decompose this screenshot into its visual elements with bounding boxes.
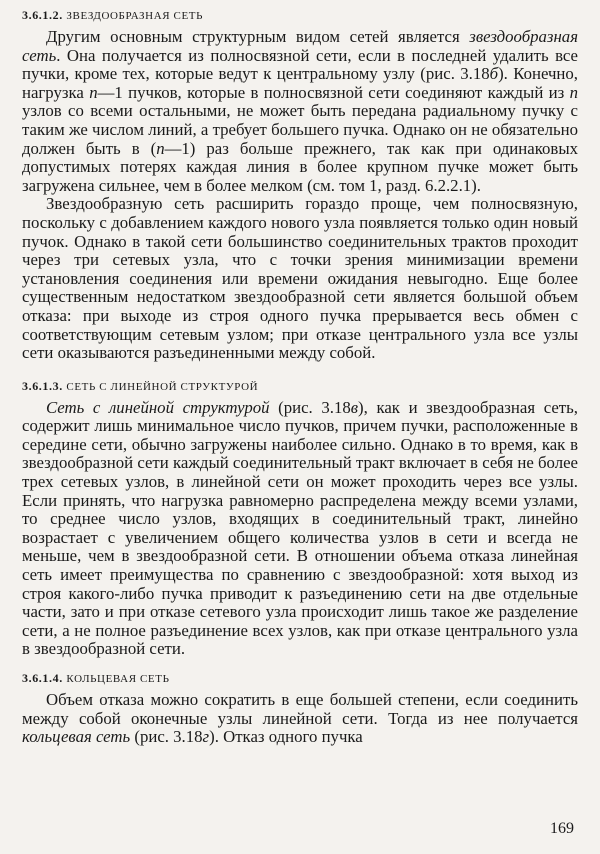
section-number: 3.6.1.2.	[22, 8, 63, 22]
math-variable: n	[156, 138, 165, 158]
text-run: Другим основным структурным видом сетей является	[46, 27, 470, 46]
section-number: 3.6.1.3.	[22, 378, 63, 393]
text-run: Объем отказа можно сократить в еще большей степени, если соединить между собой оконечные узлы линейной сети. Тогда из нее получается	[22, 690, 578, 728]
paragraph-star-network-intro	[22, 28, 578, 195]
section-heading-linear-network	[22, 377, 578, 395]
figure-ref-letter: в	[350, 397, 359, 417]
section-title: КОЛЬЦЕВАЯ СЕТЬ	[66, 673, 170, 685]
section-heading-star-network	[22, 6, 578, 24]
term-star-network: звездообразная сеть	[22, 27, 578, 65]
text-run: ), как и звездообразная сеть, содержит лишь минимальное число пучков, причем пучки, расположенные в середине сети, обычно загружены наиболее сильно. Однако в то время, как в звездообразной сети каждый соединительный тракт включает в себя не более трех сетевых узлов, в линейной сети он может проходить через все узлы. Если принять, что нагрузка равномерно распределена между всеми узлами, то среднее число узлов, входящих в соединительный тракт, линейно возрастает с увеличением общего количества узлов в сети и всегда не меньше, чем в звездообразной сети. В отношении объема отказа линейная сеть имеет преимущества по сравнению с звездообразной: хотя выход из строя какого-либо пучка приводит к разъединению сети на две отдельные части, зато и при отказе сетевого узла происходит лишь такое же разделение сети, а не полное разъединение всех узлов, как при отказе центрального узла в звездообразной сети.	[22, 397, 578, 659]
term-linear-network: Сеть с линейной структурой	[46, 397, 270, 417]
paragraph-linear-network	[22, 399, 578, 659]
paragraph-star-network-expansion: Звездообразную сеть расширить гораздо проще, чем полносвязную, поскольку с добавлением каждого нового узла появляется только один новый пучок. Однако в такой сети большинство соединительных трактов проходит через три сетевых узла, что с точки зрения минимизации времени установления соединения или времени ожидания невыгодно. Еще более существенным недостатком звездообразной сети является большой объем отказа: при выходе из строя одного пучка прерывается весь обмен с соответствующим сетевым узлом; при отказе центрального узла все узлы сети оказываются разъединенными между собой.	[22, 194, 578, 363]
page-number: 169	[550, 820, 574, 837]
text-run: узлов со всеми остальными, не может быть передана радиальному пучку с таким же числом линий, а требует большего пучка. Однако он не обязательно должен быть в (	[22, 101, 578, 158]
math-variable: n	[89, 82, 98, 102]
text-run: —1) раз больше прежнего, так как при одинаковых допустимых потерях каждая линия в более крупном пучке может быть загружена сильнее, чем в более мелком (см. том 1, разд. 6.2.2.1).	[22, 138, 578, 195]
text-run: ). Отказ одного пучка	[209, 727, 363, 747]
text-run: (рис. 3.18	[269, 397, 351, 417]
section-title: СЕТЬ С ЛИНЕЙНОЙ СТРУКТУРОЙ	[66, 380, 259, 393]
book-page	[22, 6, 578, 747]
text-run: —1 пучков, которые в полносвязной сети соединяют каждый из	[97, 82, 570, 102]
figure-ref-letter: г	[202, 727, 210, 747]
section-number: 3.6.1.4.	[22, 671, 63, 685]
text-run: (рис. 3.18	[130, 727, 203, 747]
text-run: ). Конечно, нагрузка	[22, 64, 578, 102]
paragraph-ring-network	[22, 691, 578, 747]
section-heading-ring-network	[22, 669, 578, 687]
math-variable: n	[569, 82, 578, 102]
figure-ref-letter: б	[489, 64, 499, 84]
section-title: ЗВЕЗДООБРАЗНАЯ СЕТЬ	[66, 10, 204, 22]
term-ring-network: кольцевая сеть	[22, 727, 131, 747]
text-run: . Она получается из полносвязной сети, если в последней удалить все пучки, кроме тех, которые ведут к центральному узлу (рис. 3.18	[22, 45, 578, 84]
